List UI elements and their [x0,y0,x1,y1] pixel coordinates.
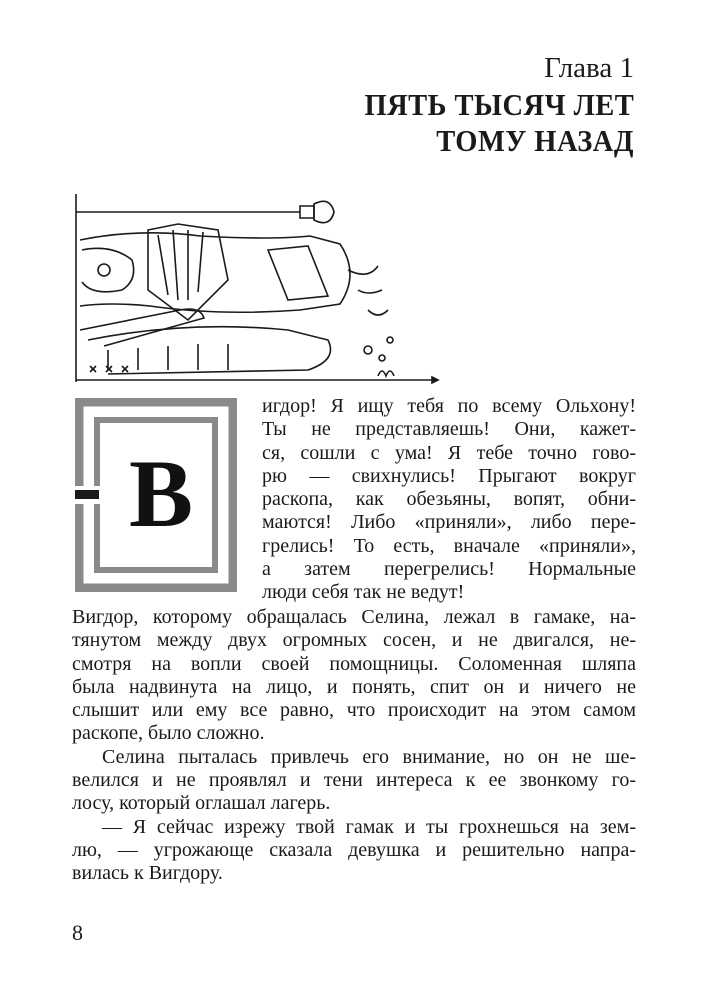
drop-cap-dash [75,490,99,499]
chapter-title-line-1: ПЯТЬ ТЫСЯЧ ЛЕТ [364,87,634,122]
text-line: рю — свихнулись! Прыгают вокруг [262,464,636,487]
text-line: лосу, который оглашал лагерь. [72,792,331,815]
text-line: грелись! То есть, вначале «приняли», [262,534,636,557]
text-line: игдор! Я ищу тебя по всему Ольхону! [262,395,636,417]
text-line: раскопе, было сложно. [72,722,265,745]
text-line: была надвинута на лицо, и понять, спит он и ничего не [72,675,636,698]
text-line: лю, — угрожающе сказала девушка и решительно напра- [72,838,636,861]
paragraph [72,816,636,886]
excavation-illustration [68,190,440,386]
text-line: велился и не проявлял и тени интереса к ее звонкому го- [72,769,636,792]
paragraph [72,746,636,816]
text-line: слышит или ему все равно, что происходит на этом самом [72,699,636,722]
text-line: Селина пыталась привлечь его внимание, но он не ше- [102,745,636,768]
chapter-title-line-2: ТОМУ НАЗАД [436,123,634,158]
text-line: Вигдор, которому обращалась Селина, лежал в гамаке, на- [72,606,636,628]
text-line: раскопа, как обезьяны, вопят, обни- [262,488,636,511]
text-line: ся, сошли с ума! Я тебе точно гово- [262,441,636,464]
text-line: люди себя так не ведут! [262,581,465,604]
text-line: а затем перегрелись! Нормальные [262,558,636,581]
dropcap-paragraph [262,395,636,605]
body-text [72,606,636,886]
drop-cap [75,398,237,592]
text-line: маются! Либо «приняли», либо пере- [262,511,636,534]
text-line: — Я сейчас изрежу твой гамак и ты грохнешься на зем- [102,815,636,838]
text-line: вилась к Вигдору. [72,862,223,885]
text-line: смотря на вопли своей помощницы. Соломенная шляпа [72,652,636,675]
text-line: тянутом между двух огромных сосен, и не двигался, не- [72,629,636,652]
chapter-number: Глава 1 [544,52,634,84]
text-line: Ты не представляешь! Они, кажет- [262,418,636,441]
page-number: 8 [72,920,83,945]
drop-cap-letter: В [128,440,194,547]
paragraph [72,606,636,746]
